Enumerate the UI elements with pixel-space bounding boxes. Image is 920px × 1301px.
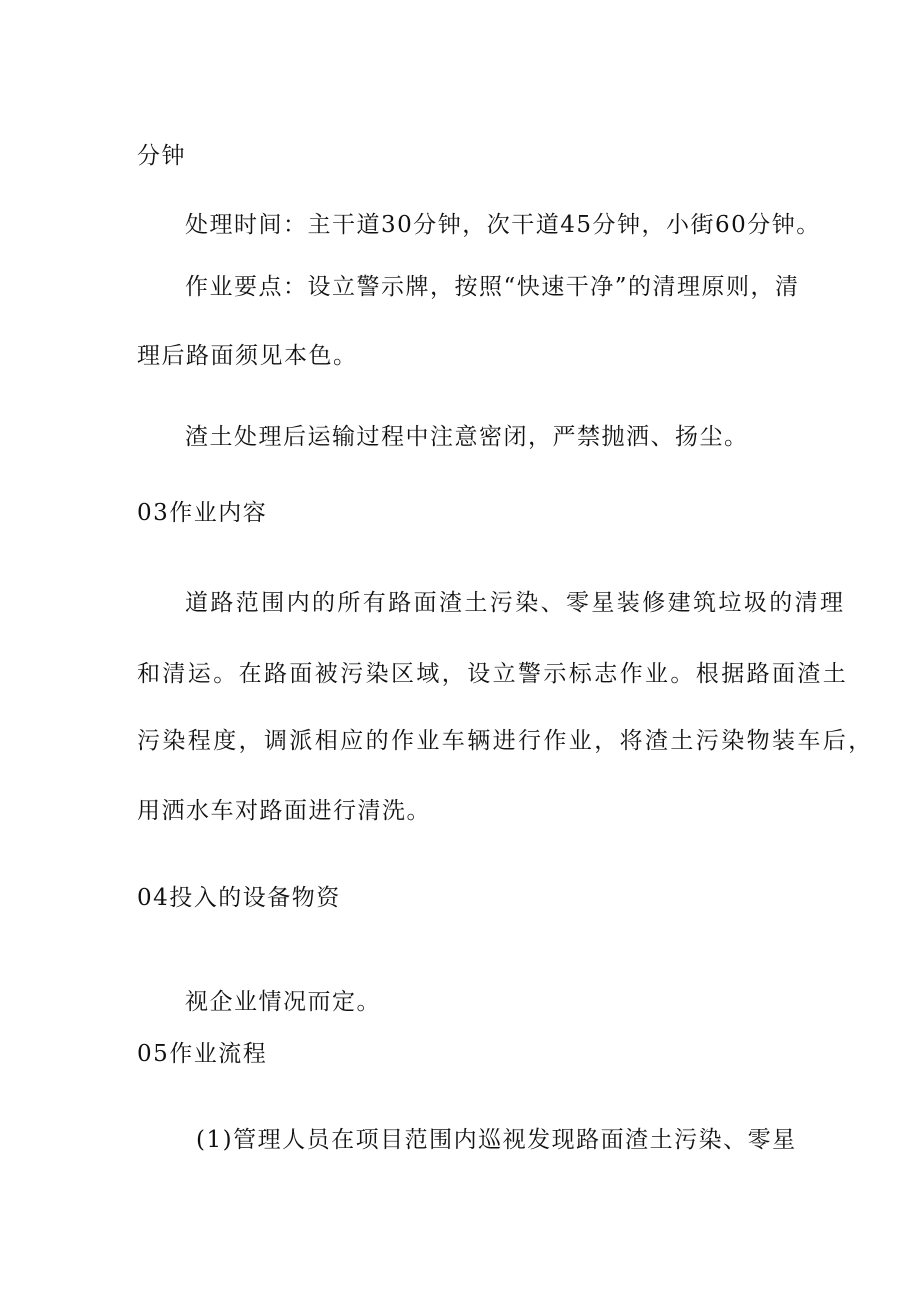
paragraph-line: 分钟 [137,143,186,169]
paragraph-line: 作业要点：设立警示牌，按照“快速干净”的清理原则，清 [185,274,800,300]
paragraph-line: 理后路面须见本色。 [137,343,358,369]
section-heading: 03作业内容 [137,500,268,526]
paragraph-line: 视企业情况而定。 [185,989,381,1015]
paragraph-line: 道路范围内的所有路面渣土污染、零星装修建筑垃圾的清理 [185,590,846,616]
numbered-list-item: (1)管理人员在项目范围内巡视发现路面渣土污染、零星 [196,1127,797,1153]
paragraph-line: 污染程度，调派相应的作业车辆进行作业，将渣土污染物装车后， [137,728,874,754]
paragraph-line: 用洒水车对路面进行清洗。 [137,798,431,824]
processing-time-line: 处理时间：主干道30分钟，次干道45分钟，小街60分钟。 [185,212,821,238]
section-heading: 04投入的设备物资 [137,885,341,911]
paragraph-line: 渣土处理后运输过程中注意密闭，严禁抛洒、扬尘。 [185,424,749,450]
paragraph-line: 和清运。在路面被污染区域，设立警示标志作业。根据路面渣土 [137,661,849,687]
section-heading: 05作业流程 [137,1041,268,1067]
